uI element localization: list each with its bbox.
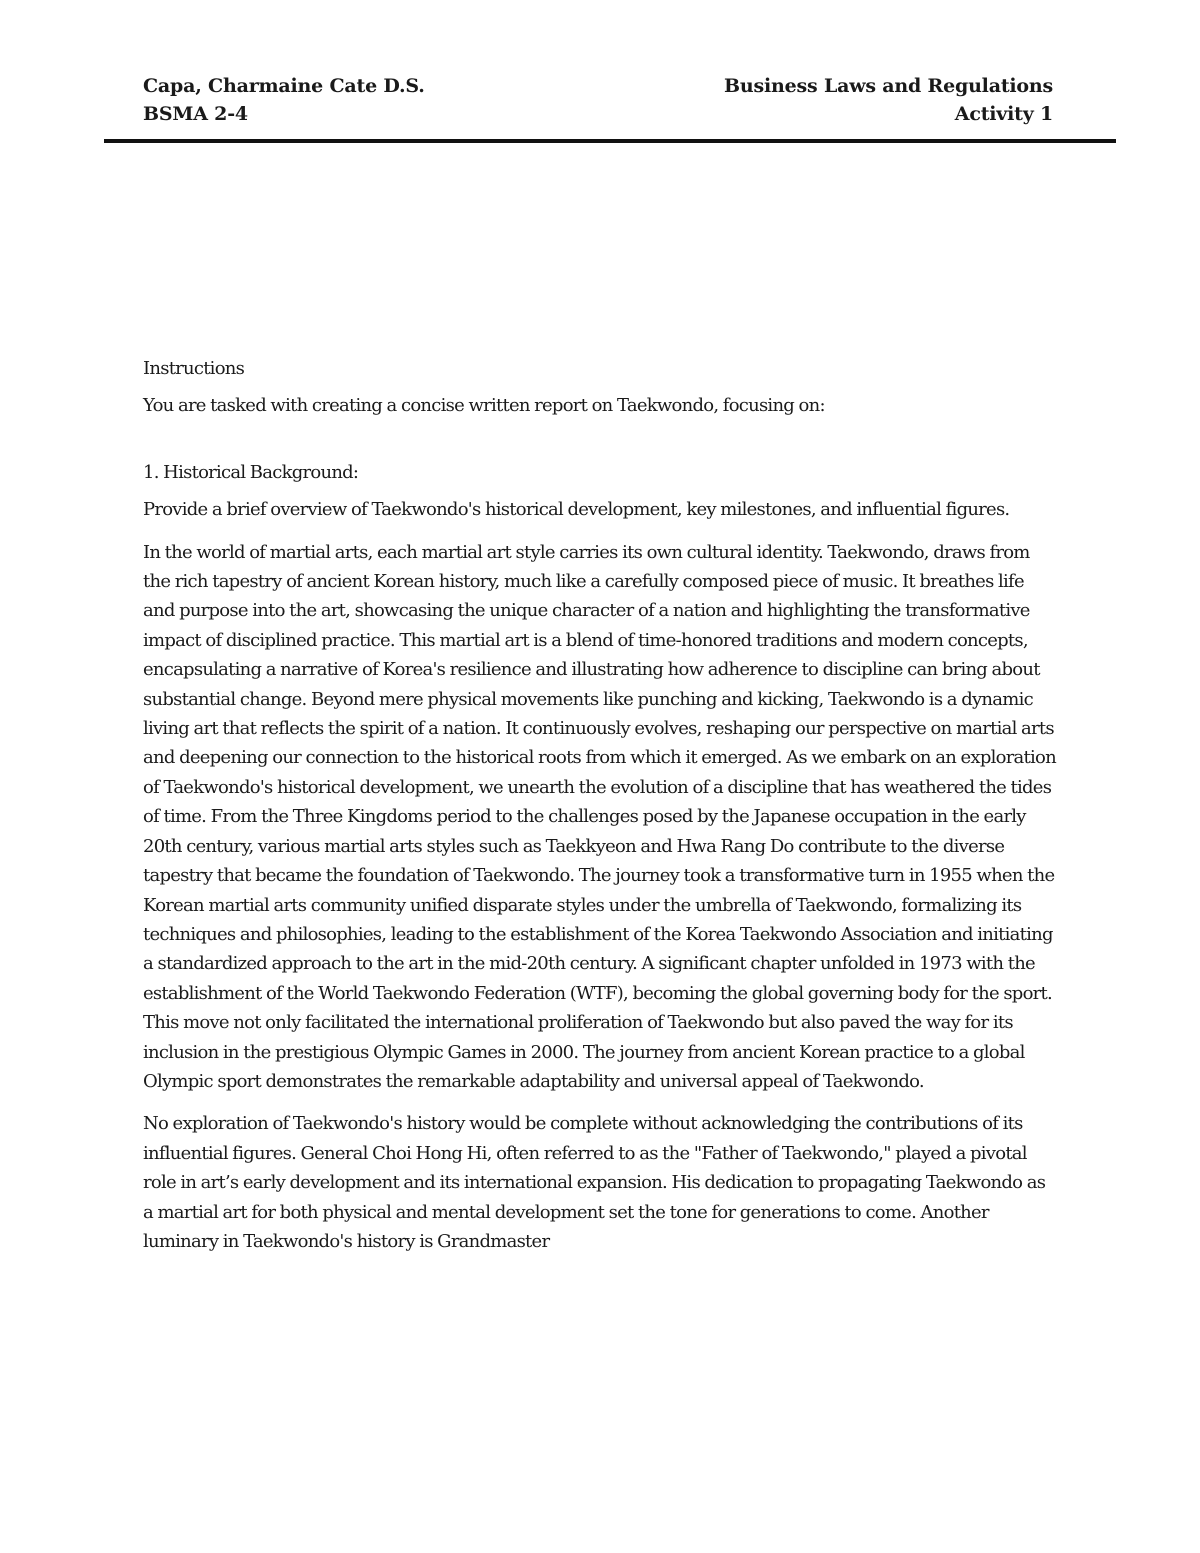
- header-row-1: [143, 72, 1053, 100]
- body-paragraph: In the world of martial arts, each martial art style carries its own cultural identity. Taekwondo, draws from the rich tapestry of ancient Korean history, much like a carefully composed piece of music. It breathes life and purpose into the art, showcasing the unique character of a nation and highlighting the transformative impact of disciplined practice. This martial art is a blend of time-honored traditions and modern concepts, encapsulating a narrative of Korea's resilience and illustrating how adherence to discipline can bring about substantial change. Beyond mere physical movements like punching and kicking, Taekwondo is a dynamic living art that reflects the spirit of a nation. It continuously evolves, reshaping our perspective on martial arts and deepening our connection to the historical roots from which it emerged. As we embark on an exploration of Taekwondo's historical development, we unearth the evolution of a discipline that has weathered the tides of time. From the Three Kingdoms period to the challenges posed by the Japanese occupation in the early 20th century, various martial arts styles such as Taekkyeon and Hwa Rang Do contribute to the diverse tapestry that became the foundation of Taekwondo. The journey took a transformative turn in 1955 when the Korean martial arts community unified disparate styles under the umbrella of Taekwondo, formalizing its techniques and philosophies, leading to the establishment of the Korea Taekwondo Association and initiating a standardized approach to the art in the mid-20th century. A significant chapter unfolded in 1973 with the establishment of the World Taekwondo Federation (WTF), becoming the global governing body for the sport. This move not only facilitated the international proliferation of Taekwondo but also paved the way for its inclusion in the prestigious Olympic Games in 2000. The journey from ancient Korean practice to a global Olympic sport demonstrates the remarkable adaptability and universal appeal of Taekwondo.: [143, 541, 1056, 1092]
- header-row-2: [143, 100, 1053, 128]
- header-divider: [104, 139, 1116, 143]
- author-name: Capa, Charmaine Cate D.S.: [143, 75, 425, 97]
- course-title: Business Laws and Regulations: [724, 75, 1053, 97]
- document-header: [143, 72, 1053, 128]
- activity-label: Activity 1: [954, 103, 1053, 125]
- document-body: [143, 354, 1057, 1256]
- section-code: BSMA 2-4: [143, 103, 248, 125]
- section-prompt: Provide a brief overview of Taekwondo's historical development, key milestones, and influential figures.: [143, 499, 1010, 521]
- instructions-text: You are tasked with creating a concise written report on Taekwondo, focusing on:: [143, 395, 825, 417]
- section-heading: 1. Historical Background:: [143, 461, 359, 483]
- body-paragraph: No exploration of Taekwondo's history would be complete without acknowledging the contributions of its influential figures. General Choi Hong Hi, often referred to as the "Father of Taekwondo," played a pivotal role in art’s early development and its international expansion. His dedication to propagating Taekwondo as a martial art for both physical and mental development set the tone for generations to come. Another luminary in Taekwondo's history is Grandmaster: [143, 1113, 1046, 1252]
- instructions-label: Instructions: [143, 358, 245, 379]
